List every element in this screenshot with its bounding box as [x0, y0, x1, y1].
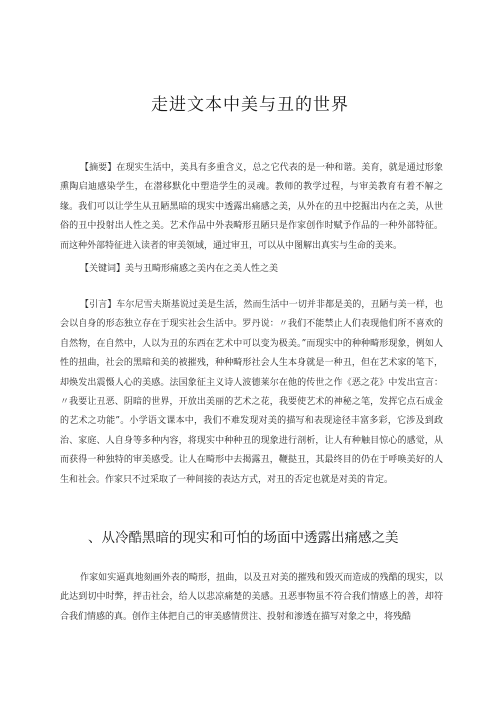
section-heading: 、从冷酷黑暗的现实和可怕的场面中透露出痛感之美: [88, 530, 399, 546]
keywords-paragraph: 【关键词】美与丑畸形痛感之美内在之美人性之美: [80, 264, 279, 274]
introduction-paragraph: 【引言】车尔尼雪夫斯基说过美是生活，然而生活中一切并非都是美的，丑陋与美一样，也会以自身的形态独立存在于现实社会生活中。罗丹说：〃我们不能禁止人们表现他们所不喜欢的自然物，在自然中，人以为丑的东西在艺术中可以变为极美。”而现实中的种种畸形现象，例如人性的扭曲，社会的黑暗和美的被摧残，种种畸形社会人生本身就是一种丑，但在艺术家的笔下，却焕发出震慑人心的美感。法国象征主义诗人波德莱尔在他的传世之作《恶之花》中发出宣言：〃我要让丑恶、阴暗的世界，开放出美丽的艺术之花，我要使艺术的神秘之笔，发挥它点石成金的艺术之功能”。小学语文课本中，我们不难发现对美的描写和表现途径丰富多彩，它涉及到政治、家庭、人自身等多种内容，将现实中种种丑的现象进行剖析，让人有种触目惊心的感觉，从而获得一种独特的审美感受。让人在畸形中去揭露丑，鞭挞丑，其最终目的仍在于呼唤美好的人生和社会。作家只不过采取了一种间接的表达方式，对丑的否定也就是对美的肯定。: [60, 300, 443, 485]
abstract-paragraph: 【摘要】在现实生活中，美具有多重含义，总之它代表的是一种和谐。美育，就是通过形象熏陶启迪感染学生，在潜移默化中塑造学生的灵魂。教师的教学过程，与审美教育有着不解之缘。我们可以让学生从丑陋黑暗的现实中透露出痛感之美，从外在的丑中挖掘出内在之美，从世俗的丑中投射出人性之美。艺术作品中外表畸形丑陋只是作家创作时赋予作品的一种外部特征。而这种外部特征进入读者的审美领域，通过审丑，可以从中图解出真实与生命的美来。: [60, 163, 443, 251]
document-title: 走进文本中美与丑的世界: [151, 95, 349, 115]
section-body-paragraph: 作家如实逼真地刻画外表的畸形，扭曲，以及丑对美的摧残和毁灭而造成的残酷的现实，以此达到切中时弊，抨击社会，给人以悲凉痛楚的美感。丑恶事物虽不符合我们情感上的善，却符合我们情感的真。创作主体把自己的审美感情贯注、投射和渗透在描写对象之中，将残酷: [60, 573, 443, 622]
